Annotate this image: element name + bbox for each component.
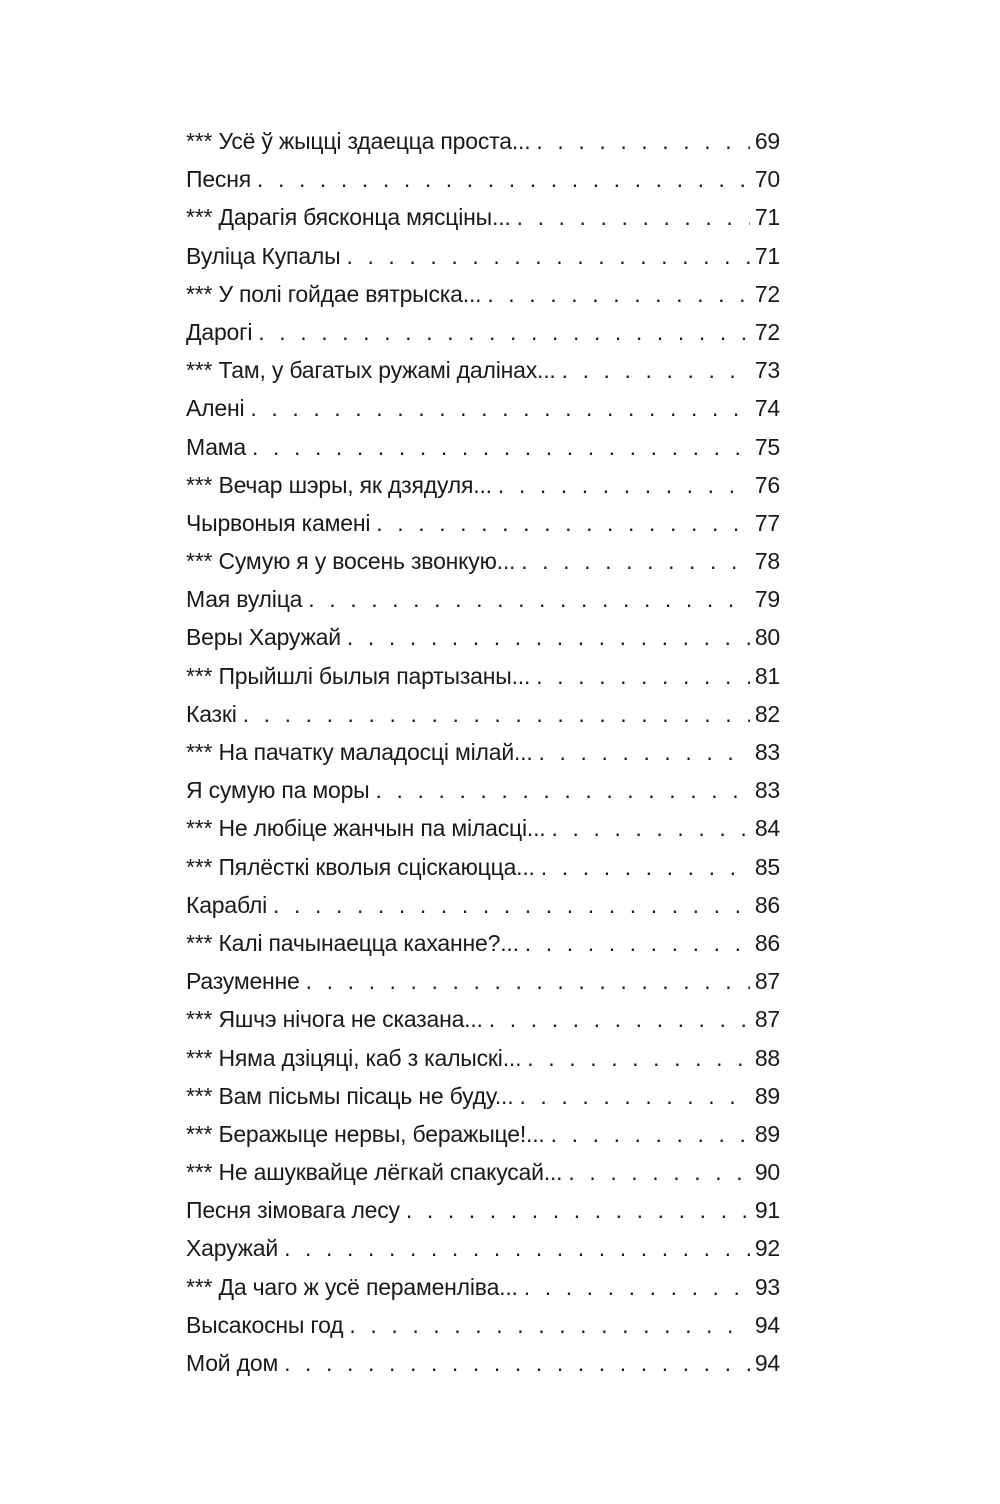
toc-entry [186, 962, 780, 1000]
toc-entry-title: Высакосны год [186, 1311, 344, 1338]
toc-dot-leader [541, 848, 750, 886]
toc-entry-title: *** Прыйшлі былыя партызаны... [186, 662, 531, 689]
toc-entry [186, 1153, 780, 1191]
toc-entry [186, 160, 780, 198]
toc-entry-title: *** Вам пісьмы пісаць не буду... [186, 1082, 514, 1109]
toc-entry-title: Мая вуліца [186, 586, 303, 613]
toc-entry-title: *** Сумую я у восень звонкую... [186, 548, 516, 575]
toc-entry [186, 313, 780, 351]
toc-dot-leader [258, 313, 750, 351]
toc-entry [186, 198, 780, 236]
toc-entry-title: Алені [186, 395, 245, 422]
toc-dot-leader [376, 504, 750, 542]
table-of-contents [186, 122, 780, 1382]
toc-entry-page: 71 [754, 204, 780, 231]
toc-entry-title: Харужай [186, 1235, 279, 1262]
toc-entry [186, 618, 780, 656]
toc-dot-leader [562, 351, 750, 389]
toc-entry-page: 89 [754, 1120, 780, 1147]
toc-entry-page: 86 [754, 929, 780, 956]
toc-dot-leader [539, 733, 750, 771]
toc-entry [186, 1229, 780, 1267]
toc-entry [186, 848, 780, 886]
toc-entry [186, 695, 780, 733]
toc-dot-leader [527, 1039, 750, 1077]
toc-dot-leader [252, 428, 750, 466]
toc-entry [186, 1344, 780, 1382]
toc-entry-page: 87 [754, 1006, 780, 1033]
toc-dot-leader [489, 1000, 750, 1038]
toc-dot-leader [519, 1077, 750, 1115]
toc-entry [186, 809, 780, 847]
toc-entry [186, 924, 780, 962]
toc-entry-page: 69 [754, 128, 780, 154]
toc-entry-title: Я сумую па моры [186, 777, 370, 804]
toc-dot-leader [306, 962, 750, 1000]
toc-entry-title: Казкі [186, 700, 237, 727]
toc-entry-title: Дарогі [186, 318, 253, 345]
toc-entry-page: 73 [754, 357, 780, 384]
toc-entry-title: Веры Харужай [186, 624, 341, 651]
toc-entry [186, 389, 780, 427]
toc-dot-leader [273, 886, 750, 924]
toc-entry [186, 122, 780, 160]
toc-entry [186, 1000, 780, 1038]
toc-entry-title: *** Не любіце жанчын па міласці... [186, 815, 546, 842]
toc-entry [186, 466, 780, 504]
toc-dot-leader [487, 275, 750, 313]
toc-entry-title: *** Беражыце нервы, беражыце!... [186, 1120, 545, 1147]
toc-entry [186, 886, 780, 924]
toc-dot-leader [498, 466, 750, 504]
toc-entry-title: Песня зімовага лесу [186, 1197, 400, 1224]
toc-entry [186, 1191, 780, 1229]
toc-entry-title: *** Калі пачынаецца каханне?... [186, 929, 519, 956]
toc-entry-title: *** У полі гойдае вятрыска... [186, 280, 482, 307]
toc-entry-page: 79 [754, 586, 780, 613]
toc-entry-page: 76 [754, 471, 780, 498]
toc-entry-title: *** Вечар шэры, як дзядуля... [186, 471, 492, 498]
toc-entry [186, 1306, 780, 1344]
toc-entry [186, 771, 780, 809]
toc-entry [186, 237, 780, 275]
toc-dot-leader [284, 1229, 750, 1267]
toc-entry [186, 1268, 780, 1306]
toc-entry-page: 72 [754, 318, 780, 345]
toc-entry-title: Караблі [186, 891, 268, 918]
toc-entry-title: *** Дарагія бясконца мясціны... [186, 204, 511, 231]
toc-entry-title: *** Усё ў жыцці здаецца проста... [186, 128, 531, 154]
toc-entry-title: *** Яшчэ нічога не сказана... [186, 1006, 483, 1033]
toc-dot-leader [243, 695, 750, 733]
toc-dot-leader [551, 1115, 750, 1153]
toc-dot-leader [308, 580, 750, 618]
toc-entry-page: 90 [754, 1159, 780, 1186]
toc-entry-page: 75 [754, 433, 780, 460]
toc-entry-title: Вуліца Купалы [186, 242, 341, 269]
toc-entry [186, 1039, 780, 1077]
toc-entry-title: *** Пялёсткі кволыя сціскаюцца... [186, 853, 535, 880]
toc-entry-title: Разуменне [186, 968, 300, 995]
toc-dot-leader [521, 542, 750, 580]
toc-entry-page: 88 [754, 1044, 780, 1071]
toc-dot-leader [536, 657, 750, 695]
toc-entry-title: Чырвоныя камені [186, 509, 371, 536]
toc-entry-title: Мама [186, 433, 247, 460]
toc-entry-page: 87 [754, 968, 780, 995]
toc-entry-page: 89 [754, 1082, 780, 1109]
toc-entry-title: *** Да чаго ж усё пераменліва... [186, 1273, 518, 1300]
toc-entry-page: 94 [754, 1311, 780, 1338]
toc-entry [186, 504, 780, 542]
toc-entry [186, 1077, 780, 1115]
toc-dot-leader [284, 1344, 750, 1382]
toc-dot-leader [536, 122, 750, 160]
toc-dot-leader [346, 237, 750, 275]
toc-entry-title: Песня [186, 166, 251, 193]
toc-entry-page: 93 [754, 1273, 780, 1300]
toc-entry [186, 542, 780, 580]
toc-entry-page: 81 [754, 662, 780, 689]
toc-entry-page: 85 [754, 853, 780, 880]
toc-dot-leader [406, 1191, 750, 1229]
toc-dot-leader [250, 389, 750, 427]
toc-entry-page: 83 [754, 739, 780, 765]
toc-entry-title: *** На пачатку маладосці мілай... [186, 739, 533, 765]
toc-entry [186, 733, 780, 771]
toc-entry [186, 428, 780, 466]
toc-dot-leader [552, 809, 751, 847]
toc-entry [186, 580, 780, 618]
toc-entry [186, 1115, 780, 1153]
toc-dot-leader [568, 1153, 750, 1191]
toc-entry-title: Мой дом [186, 1350, 279, 1376]
toc-entry-page: 70 [754, 166, 780, 193]
toc-dot-leader [349, 1306, 750, 1344]
toc-dot-leader [347, 618, 750, 656]
toc-entry-page: 92 [754, 1235, 780, 1262]
toc-entry-page: 83 [754, 777, 780, 804]
toc-entry-page: 82 [754, 700, 780, 727]
toc-entry-page: 94 [754, 1350, 780, 1376]
toc-entry [186, 657, 780, 695]
toc-entry [186, 351, 780, 389]
toc-entry-page: 86 [754, 891, 780, 918]
toc-entry-page: 72 [754, 280, 780, 307]
toc-entry [186, 275, 780, 313]
toc-entry-page: 74 [754, 395, 780, 422]
toc-entry-page: 77 [754, 509, 780, 536]
toc-entry-page: 84 [754, 815, 780, 842]
toc-dot-leader [517, 198, 750, 236]
toc-dot-leader [525, 924, 750, 962]
toc-entry-title: *** Не ашуквайце лёгкай спакусай... [186, 1159, 563, 1186]
toc-dot-leader [376, 771, 750, 809]
toc-entry-page: 80 [754, 624, 780, 651]
toc-entry-title: *** Няма дзіцяці, каб з калыскі... [186, 1044, 522, 1071]
toc-dot-leader [524, 1268, 750, 1306]
toc-entry-page: 91 [754, 1197, 780, 1224]
toc-dot-leader [257, 160, 750, 198]
toc-entry-page: 71 [754, 242, 780, 269]
toc-entry-page: 78 [754, 548, 780, 575]
toc-entry-title: *** Там, у багатых ружамі далінах... [186, 357, 556, 384]
